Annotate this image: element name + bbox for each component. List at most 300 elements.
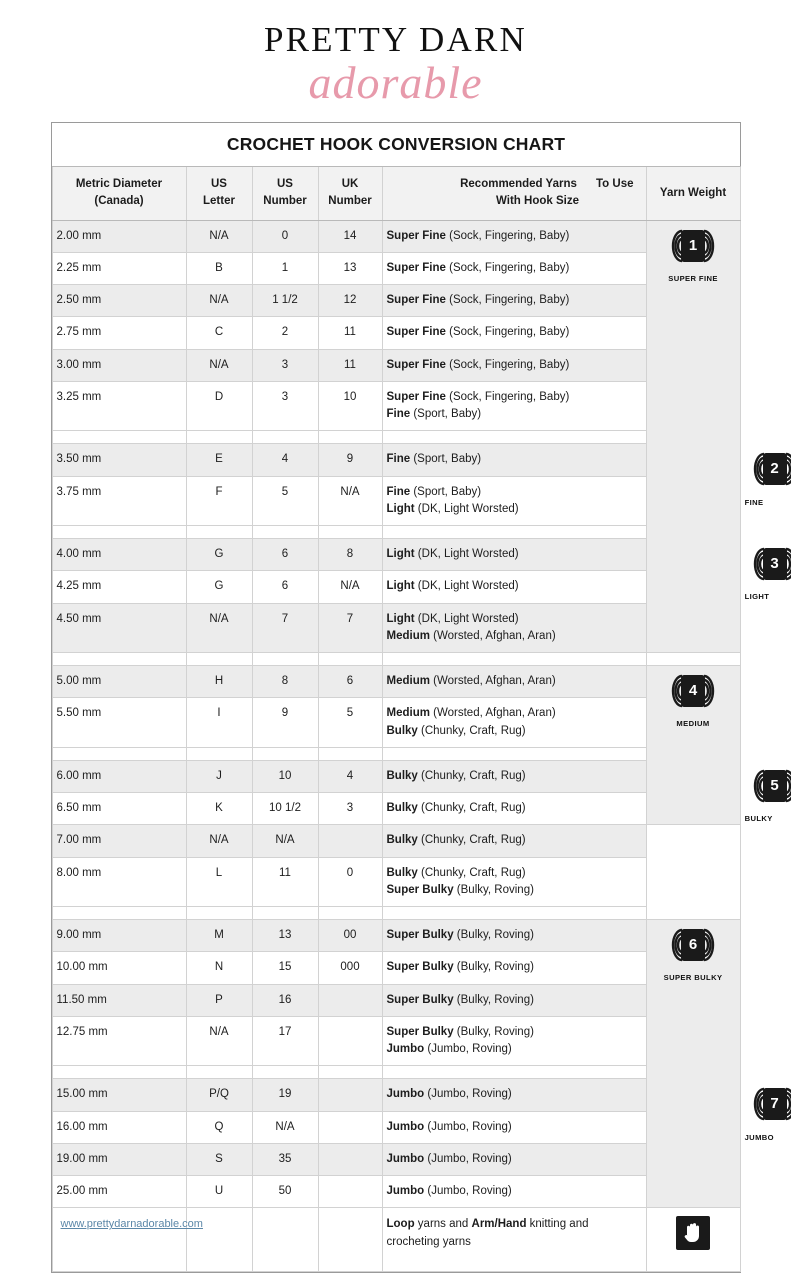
yarn-weight-number: 2	[763, 453, 787, 485]
cell-footer-note	[382, 1208, 646, 1271]
yarn-weight-name: Super Fine	[386, 294, 446, 307]
yarn-entry	[387, 501, 642, 518]
yarn-types: (Bulky, Roving)	[453, 883, 534, 896]
cell-us-letter: E	[186, 444, 252, 476]
table-row	[52, 793, 740, 825]
cell-metric-diameter: 9.00 mm	[52, 920, 186, 952]
cell-uk-number: 11	[318, 349, 382, 381]
yarn-types: (Chunky, Craft, Rug)	[417, 866, 526, 879]
cell-uk-number: 0	[318, 857, 382, 907]
yarn-skein-icon	[663, 228, 723, 266]
column-header-us-number	[252, 167, 318, 220]
table-row	[52, 571, 740, 603]
cell-recommended-yarns	[382, 285, 646, 317]
cell-us-letter: P	[186, 984, 252, 1016]
cell-uk-number: 12	[318, 285, 382, 317]
yarn-skein-icon	[745, 451, 791, 489]
cell-recommended-yarns	[382, 444, 646, 476]
yarn-weight-number: 1	[681, 230, 705, 262]
cell-recommended-yarns	[382, 666, 646, 698]
cell-recommended-yarns	[382, 539, 646, 571]
cell-metric-diameter: 2.00 mm	[52, 220, 186, 252]
cell-recommended-yarns	[382, 603, 646, 653]
table-row	[52, 825, 740, 857]
cell-uk-number: 13	[318, 252, 382, 284]
table-row	[52, 857, 740, 907]
yarn-entry	[387, 406, 642, 423]
cell-us-letter: N/A	[186, 220, 252, 252]
yarn-types: (Jumbo, Roving)	[424, 1043, 512, 1056]
cell-metric-diameter: 8.00 mm	[52, 857, 186, 907]
yarn-entry	[387, 882, 642, 899]
cell-metric-diameter: 5.00 mm	[52, 666, 186, 698]
table-row	[52, 252, 740, 284]
cell-us-number: 50	[252, 1176, 318, 1208]
cell-uk-number: 11	[318, 317, 382, 349]
cell-metric-diameter: 3.75 mm	[52, 476, 186, 526]
cell-us-letter: I	[186, 698, 252, 748]
cell-uk-number: 5	[318, 698, 382, 748]
yarn-entry	[387, 1151, 642, 1168]
yarn-entry	[387, 228, 642, 245]
yarn-types: (Sock, Fingering, Baby)	[445, 358, 570, 371]
table-row: 3.50 mm E 4 9 Fine (Sport, Baby) 2 FINE	[52, 444, 740, 476]
cell-us-letter: K	[186, 793, 252, 825]
cell-footer-uk-number	[318, 1208, 382, 1271]
cell-uk-number: 00	[318, 920, 382, 952]
header-metric-line1: Metric Diameter	[75, 178, 163, 191]
yarn-entry	[387, 546, 642, 563]
cell-us-number: 15	[252, 952, 318, 984]
yarn-types: (DK, Light Worsted)	[414, 502, 519, 515]
yarn-types: (Sport, Baby)	[410, 408, 482, 421]
cell-us-number: 6	[252, 539, 318, 571]
cell-us-letter: J	[186, 760, 252, 792]
cell-recommended-yarns	[382, 1111, 646, 1143]
cell-metric-diameter: 25.00 mm	[52, 1176, 186, 1208]
cell-metric-diameter: 5.50 mm	[52, 698, 186, 748]
cell-uk-number: 4	[318, 760, 382, 792]
yarn-entry	[387, 324, 642, 341]
cell-us-number: 4	[252, 444, 318, 476]
yarn-weight-name: Jumbo	[386, 1152, 425, 1165]
footer-note-line2: crocheting yarns	[386, 1235, 471, 1248]
yarn-weight-name: Fine	[386, 485, 411, 498]
yarn-weight-name: Light	[386, 580, 415, 593]
cell-footer-yarn-weight	[646, 1208, 740, 1271]
cell-us-number: 5	[252, 476, 318, 526]
yarn-weight-name: Super Fine	[386, 261, 446, 274]
yarn-types: (Sock, Fingering, Baby)	[445, 390, 570, 403]
crochet-hook-conversion-chart	[51, 122, 779, 1272]
group-separator-row	[52, 526, 740, 539]
cell-recommended-yarns	[382, 698, 646, 748]
cell-uk-number	[318, 1111, 382, 1143]
yarn-weight-name: Super Bulky	[386, 1025, 454, 1038]
yarn-entry	[387, 611, 642, 628]
cell-metric-diameter: 15.00 mm	[52, 1079, 186, 1111]
cell-us-letter: N/A	[186, 603, 252, 653]
footer-note-text: knitting and	[526, 1218, 589, 1231]
cell-us-number: N/A	[252, 825, 318, 857]
cell-us-number: 6	[252, 571, 318, 603]
cell-yarn-weight	[646, 220, 740, 653]
cell-us-letter: N/A	[186, 825, 252, 857]
yarn-types: (DK, Light Worsted)	[414, 612, 519, 625]
yarn-weight-name: Super Fine	[386, 358, 446, 371]
yarn-entry	[387, 260, 642, 277]
yarn-weight-name: Bulky	[386, 769, 418, 782]
cell-recommended-yarns	[382, 571, 646, 603]
cell-us-letter: L	[186, 857, 252, 907]
table-row	[52, 952, 740, 984]
yarn-weight-number: 6	[681, 929, 705, 961]
cell-recommended-yarns	[382, 1176, 646, 1208]
table-header-row	[52, 167, 740, 220]
yarn-types: (Worsted, Afghan, Aran)	[429, 675, 556, 688]
group-separator-row	[52, 653, 740, 666]
yarn-weight-name: Super Fine	[386, 390, 446, 403]
cell-us-letter: Q	[186, 1111, 252, 1143]
hand-icon	[676, 1216, 710, 1250]
yarn-skein-icon	[745, 546, 791, 584]
footer-note-bold: Arm/Hand	[471, 1218, 527, 1231]
yarn-weight-name: Bulky	[386, 802, 418, 815]
cell-us-number: 3	[252, 349, 318, 381]
table-row	[52, 1111, 740, 1143]
yarn-types: (Chunky, Craft, Rug)	[417, 802, 526, 815]
yarn-entry	[387, 768, 642, 785]
cell-uk-number	[318, 1143, 382, 1175]
yarn-entry	[387, 484, 642, 501]
cell-us-letter: S	[186, 1143, 252, 1175]
yarn-types: (Worsted, Afghan, Aran)	[429, 707, 556, 720]
yarn-entry	[387, 992, 642, 1009]
footer-note-bold: Loop	[386, 1218, 415, 1231]
cell-metric-diameter: 6.50 mm	[52, 793, 186, 825]
cell-uk-number: 9	[318, 444, 382, 476]
yarn-weight-name: Super Fine	[386, 326, 446, 339]
cell-us-letter: U	[186, 1176, 252, 1208]
cell-metric-diameter: 19.00 mm	[52, 1143, 186, 1175]
cell-recommended-yarns	[382, 1079, 646, 1111]
cell-metric-diameter: 2.25 mm	[52, 252, 186, 284]
yarn-weight-name: Light	[386, 612, 415, 625]
cell-uk-number	[318, 1079, 382, 1111]
cell-metric-diameter: 3.50 mm	[52, 444, 186, 476]
cell-us-number: 3	[252, 381, 318, 431]
yarn-weight-name: Light	[386, 502, 415, 515]
brand-name-primary: PRETTY DARN	[263, 20, 528, 59]
yarn-types: (Worsted, Afghan, Aran)	[429, 629, 556, 642]
yarn-entry	[387, 1119, 642, 1136]
cell-recommended-yarns	[382, 984, 646, 1016]
yarn-types: (Bulky, Roving)	[453, 993, 534, 1006]
cell-recommended-yarns	[382, 220, 646, 252]
table-row	[52, 984, 740, 1016]
yarn-entry	[387, 451, 642, 468]
cell-footer-us-number	[252, 1208, 318, 1271]
yarn-weight-name: Medium	[386, 707, 430, 720]
cell-us-number: 17	[252, 1016, 318, 1066]
header-us-letter-line1: US	[211, 178, 227, 191]
cell-us-number: 16	[252, 984, 318, 1016]
cell-us-letter: B	[186, 252, 252, 284]
header-yarns-line1: Recommended Yarns	[460, 178, 577, 191]
cell-metric-diameter: 4.25 mm	[52, 571, 186, 603]
cell-metric-diameter: 2.75 mm	[52, 317, 186, 349]
table-row	[52, 476, 740, 526]
yarn-weight-name: Super Bulky	[386, 961, 454, 974]
yarn-types: (Chunky, Craft, Rug)	[417, 769, 526, 782]
footer-note-text: yarns and	[414, 1218, 472, 1231]
cell-uk-number: 14	[318, 220, 382, 252]
yarn-types: (Sock, Fingering, Baby)	[445, 229, 570, 242]
yarn-entry	[387, 705, 642, 722]
yarn-entry	[387, 832, 642, 849]
yarn-weight-name: Medium	[386, 675, 430, 688]
yarn-skein-icon	[745, 1086, 791, 1124]
cell-uk-number: N/A	[318, 476, 382, 526]
yarn-entry	[387, 628, 642, 645]
yarn-entry	[387, 800, 642, 817]
cell-uk-number: 000	[318, 952, 382, 984]
table-row	[52, 603, 740, 653]
yarn-types: (Sport, Baby)	[410, 485, 482, 498]
cell-us-number: 8	[252, 666, 318, 698]
header-us-letter-line2: Letter	[203, 194, 235, 207]
cell-us-letter: F	[186, 476, 252, 526]
table-row	[52, 317, 740, 349]
yarn-types: (Chunky, Craft, Rug)	[417, 724, 526, 737]
cell-us-number: 1 1/2	[252, 285, 318, 317]
cell-us-letter: G	[186, 571, 252, 603]
yarn-types: (Chunky, Craft, Rug)	[417, 834, 526, 847]
yarn-entry	[387, 959, 642, 976]
cell-us-number: 10 1/2	[252, 793, 318, 825]
cell-uk-number: 8	[318, 539, 382, 571]
yarn-entry	[387, 578, 642, 595]
cell-recommended-yarns	[382, 793, 646, 825]
yarn-weight-name: Bulky	[386, 834, 418, 847]
cell-yarn-weight	[646, 666, 740, 825]
yarn-weight-label: SUPER FINE	[668, 273, 718, 283]
column-header-recommended-yarns	[382, 167, 646, 220]
yarn-weight-name: Jumbo	[386, 1088, 425, 1101]
cell-metric-diameter: 3.00 mm	[52, 349, 186, 381]
cell-us-letter: N/A	[186, 1016, 252, 1066]
yarn-weight-number: 7	[763, 1088, 787, 1120]
header-yarns-line2: With Hook Size	[496, 194, 579, 207]
cell-us-number: 13	[252, 920, 318, 952]
column-header-yarn-weight: Yarn Weight	[646, 167, 740, 220]
header-metric-line2: (Canada)	[94, 194, 144, 207]
cell-uk-number: N/A	[318, 571, 382, 603]
cell-us-number: 9	[252, 698, 318, 748]
cell-us-letter: N/A	[186, 349, 252, 381]
cell-recommended-yarns	[382, 760, 646, 792]
yarn-entry	[387, 1183, 642, 1200]
header-us-number-line2: Number	[263, 194, 307, 207]
yarn-weight-name: Super Bulky	[386, 883, 454, 896]
header-uk-number-line2: Number	[328, 194, 372, 207]
column-header-us-letter	[186, 167, 252, 220]
yarn-entry	[387, 357, 642, 374]
yarn-weight-name: Bulky	[386, 724, 418, 737]
group-separator-row	[52, 431, 740, 444]
group-separator-row	[52, 1066, 740, 1079]
table-row	[52, 381, 740, 431]
yarn-weight-name: Super Fine	[386, 229, 446, 242]
table-row	[52, 285, 740, 317]
cell-uk-number	[318, 1176, 382, 1208]
group-separator-row	[52, 907, 740, 920]
yarn-types: (Bulky, Roving)	[453, 929, 534, 942]
table-row	[52, 666, 740, 698]
yarn-weight-name: Jumbo	[386, 1185, 425, 1198]
yarn-weight-name: Fine	[386, 453, 411, 466]
cell-recommended-yarns	[382, 476, 646, 526]
cell-us-number: 2	[252, 317, 318, 349]
cell-recommended-yarns	[382, 952, 646, 984]
table-row	[52, 1176, 740, 1208]
brand-header	[0, 0, 791, 108]
yarn-types: (Jumbo, Roving)	[424, 1088, 512, 1101]
yarn-entry	[387, 1041, 642, 1058]
cell-metric-diameter: 6.00 mm	[52, 760, 186, 792]
cell-us-letter: N/A	[186, 285, 252, 317]
column-header-metric-diameter	[52, 167, 186, 220]
yarn-entry	[387, 292, 642, 309]
yarn-weight-number: 4	[681, 675, 705, 707]
table-row: 4.00 mm G 6 8 Light (DK, Light Worsted) 3 LIGHT	[52, 539, 740, 571]
cell-us-letter: C	[186, 317, 252, 349]
yarn-types: (Sock, Fingering, Baby)	[445, 294, 570, 307]
yarn-types: (Jumbo, Roving)	[424, 1152, 512, 1165]
cell-us-letter: M	[186, 920, 252, 952]
yarn-types: (Sport, Baby)	[410, 453, 482, 466]
cell-uk-number	[318, 984, 382, 1016]
yarn-types: (Sock, Fingering, Baby)	[445, 261, 570, 274]
yarn-skein-icon	[663, 927, 723, 965]
table-row	[52, 220, 740, 252]
chart-title-row	[52, 123, 740, 167]
cell-metric-diameter: 11.50 mm	[52, 984, 186, 1016]
table-row: 15.00 mm P/Q 19 Jumbo (Jumbo, Roving) 7 JUMBO	[52, 1079, 740, 1111]
table-row	[52, 1143, 740, 1175]
cell-recommended-yarns	[382, 825, 646, 857]
yarn-weight-name: Bulky	[386, 866, 418, 879]
cell-uk-number	[318, 825, 382, 857]
cell-metric-diameter: 3.25 mm	[52, 381, 186, 431]
cell-footer-url[interactable]	[52, 1208, 203, 1271]
brand-name-script: adorable	[308, 56, 483, 108]
yarn-weight-name: Jumbo	[386, 1120, 425, 1133]
cell-recommended-yarns	[382, 252, 646, 284]
cell-us-letter: H	[186, 666, 252, 698]
table-row: 6.00 mm J 10 4 Bulky (Chunky, Craft, Rug) 5 BULKY	[52, 760, 740, 792]
yarn-weight-name: Light	[386, 548, 415, 561]
yarn-weight-label: SUPER BULKY	[663, 973, 723, 983]
header-uk-number-line1: UK	[341, 178, 359, 191]
table-row	[52, 698, 740, 748]
column-header-uk-number	[318, 167, 382, 220]
yarn-types: (Sock, Fingering, Baby)	[445, 326, 570, 339]
cell-uk-number: 10	[318, 381, 382, 431]
yarn-entry	[387, 865, 642, 882]
cell-metric-diameter: 4.50 mm	[52, 603, 186, 653]
yarn-weight-name: Super Bulky	[386, 993, 454, 1006]
cell-us-number: 19	[252, 1079, 318, 1111]
yarn-entry	[387, 1086, 642, 1103]
cell-recommended-yarns	[382, 317, 646, 349]
conversion-table	[52, 123, 779, 1271]
yarn-weight-number: 3	[763, 548, 787, 580]
cell-recommended-yarns	[382, 349, 646, 381]
yarn-types: (Bulky, Roving)	[453, 961, 534, 974]
header-us-number-line1: US	[277, 178, 293, 191]
cell-recommended-yarns	[382, 1143, 646, 1175]
yarn-entry	[387, 673, 642, 690]
yarn-weight-name: Medium	[386, 629, 430, 642]
cell-us-letter: G	[186, 539, 252, 571]
table-row	[52, 920, 740, 952]
cell-metric-diameter: 7.00 mm	[52, 825, 186, 857]
yarn-entry	[387, 389, 642, 406]
table-footer-row	[52, 1208, 740, 1271]
cell-metric-diameter: 2.50 mm	[52, 285, 186, 317]
cell-recommended-yarns	[382, 381, 646, 431]
yarn-skein-icon	[663, 673, 723, 711]
yarn-entry	[387, 1024, 642, 1041]
cell-recommended-yarns	[382, 857, 646, 907]
cell-us-letter: N	[186, 952, 252, 984]
yarn-weight-label: MEDIUM	[676, 719, 710, 729]
yarn-skein-icon	[745, 768, 791, 806]
yarn-types: (Bulky, Roving)	[453, 1025, 534, 1038]
cell-metric-diameter: 10.00 mm	[52, 952, 186, 984]
cell-metric-diameter: 4.00 mm	[52, 539, 186, 571]
website-link[interactable]: www.prettydarnadorable.com	[60, 1218, 203, 1231]
table-row	[52, 349, 740, 381]
cell-us-number: 11	[252, 857, 318, 907]
cell-us-number: 0	[252, 220, 318, 252]
yarn-weight-name: Super Bulky	[386, 929, 454, 942]
yarn-types: (Jumbo, Roving)	[424, 1120, 512, 1133]
page-title: CROCHET HOOK CONVERSION CHART	[52, 123, 740, 167]
cell-us-number: 1	[252, 252, 318, 284]
group-separator-row	[52, 747, 740, 760]
yarn-entry	[387, 723, 642, 740]
cell-us-letter: D	[186, 381, 252, 431]
cell-uk-number: 3	[318, 793, 382, 825]
cell-us-number: 35	[252, 1143, 318, 1175]
cell-uk-number: 6	[318, 666, 382, 698]
cell-us-number: 10	[252, 760, 318, 792]
yarn-weight-name: Jumbo	[386, 1043, 425, 1056]
yarn-weight-name: Fine	[386, 408, 411, 421]
cell-us-number: N/A	[252, 1111, 318, 1143]
yarn-entry	[387, 927, 642, 944]
cell-us-number: 7	[252, 603, 318, 653]
cell-us-letter: P/Q	[186, 1079, 252, 1111]
cell-metric-diameter: 12.75 mm	[52, 1016, 186, 1066]
yarn-weight-number: 5	[763, 770, 787, 802]
cell-recommended-yarns	[382, 920, 646, 952]
yarn-types: (DK, Light Worsted)	[414, 580, 519, 593]
header-yarns-to-use: To Use	[596, 178, 634, 191]
yarn-types: (DK, Light Worsted)	[414, 548, 519, 561]
